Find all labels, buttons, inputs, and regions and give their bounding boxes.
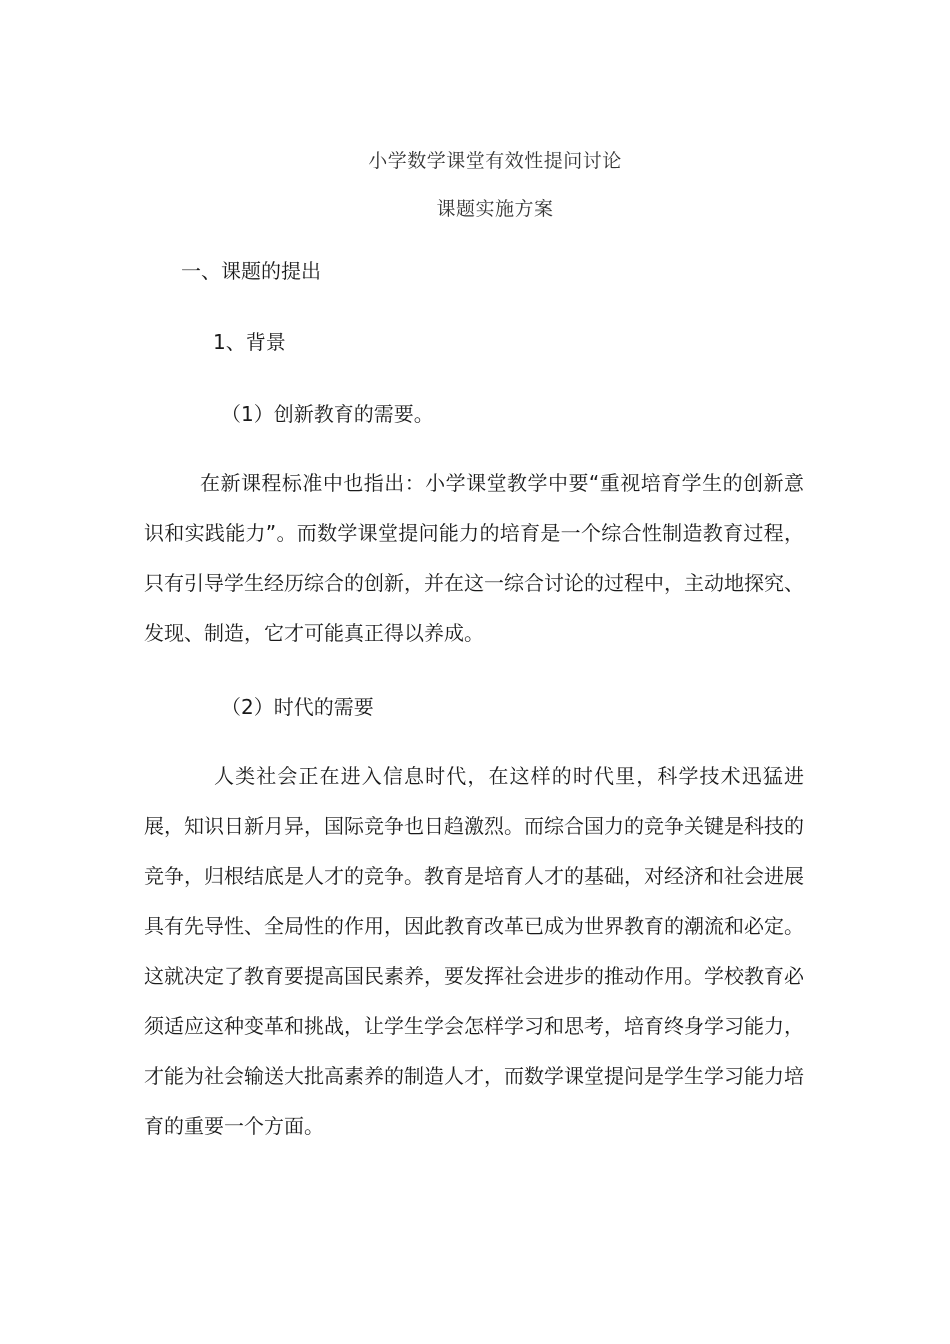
document-title: 小学数学课堂有效性提问讨论 [368, 150, 622, 172]
item-heading-innovation: （1）创新教育的需要。 [221, 402, 434, 426]
subsection-heading: 1、背景 [213, 330, 286, 354]
document-subtitle: 课题实施方案 [436, 198, 554, 220]
section-heading: 一、课题的提出 [181, 259, 321, 283]
item-heading-era: （2）时代的需要 [221, 695, 374, 719]
paragraph-era: 人类社会正在进入信息时代，在这样的时代里，科学技术迅猛进展，知识日新月异，国际竞争也日趋激烈。而综合国力的竞争关键是科技的竞争，归根结底是人才的竞争。教育是培育人才的基础，对经济和社会进展具有先导性、全局性的作用，因此教育改革已成为世界教育的潮流和必定。这就决定了教育要提高国民素养，要发挥社会进步的推动作用。学校教育必须适应这种变革和挑战，让学生学会怎样学习和思考，培育终身学习能力，才能为社会输送大批高素养的制造人才，而数学课堂提问是学生学习能力培育的重要一个方面。 [144, 764, 804, 1138]
paragraph-innovation: 在新课程标准中也指出：小学课堂教学中要“重视培育学生的创新意识和实践能力”。而数学课堂提问能力的培育是一个综合性制造教育过程，只有引导学生经历综合的创新，并在这一综合讨论的过程中，主动地探究、发现、制造，它才可能真正得以养成。 [144, 471, 804, 645]
